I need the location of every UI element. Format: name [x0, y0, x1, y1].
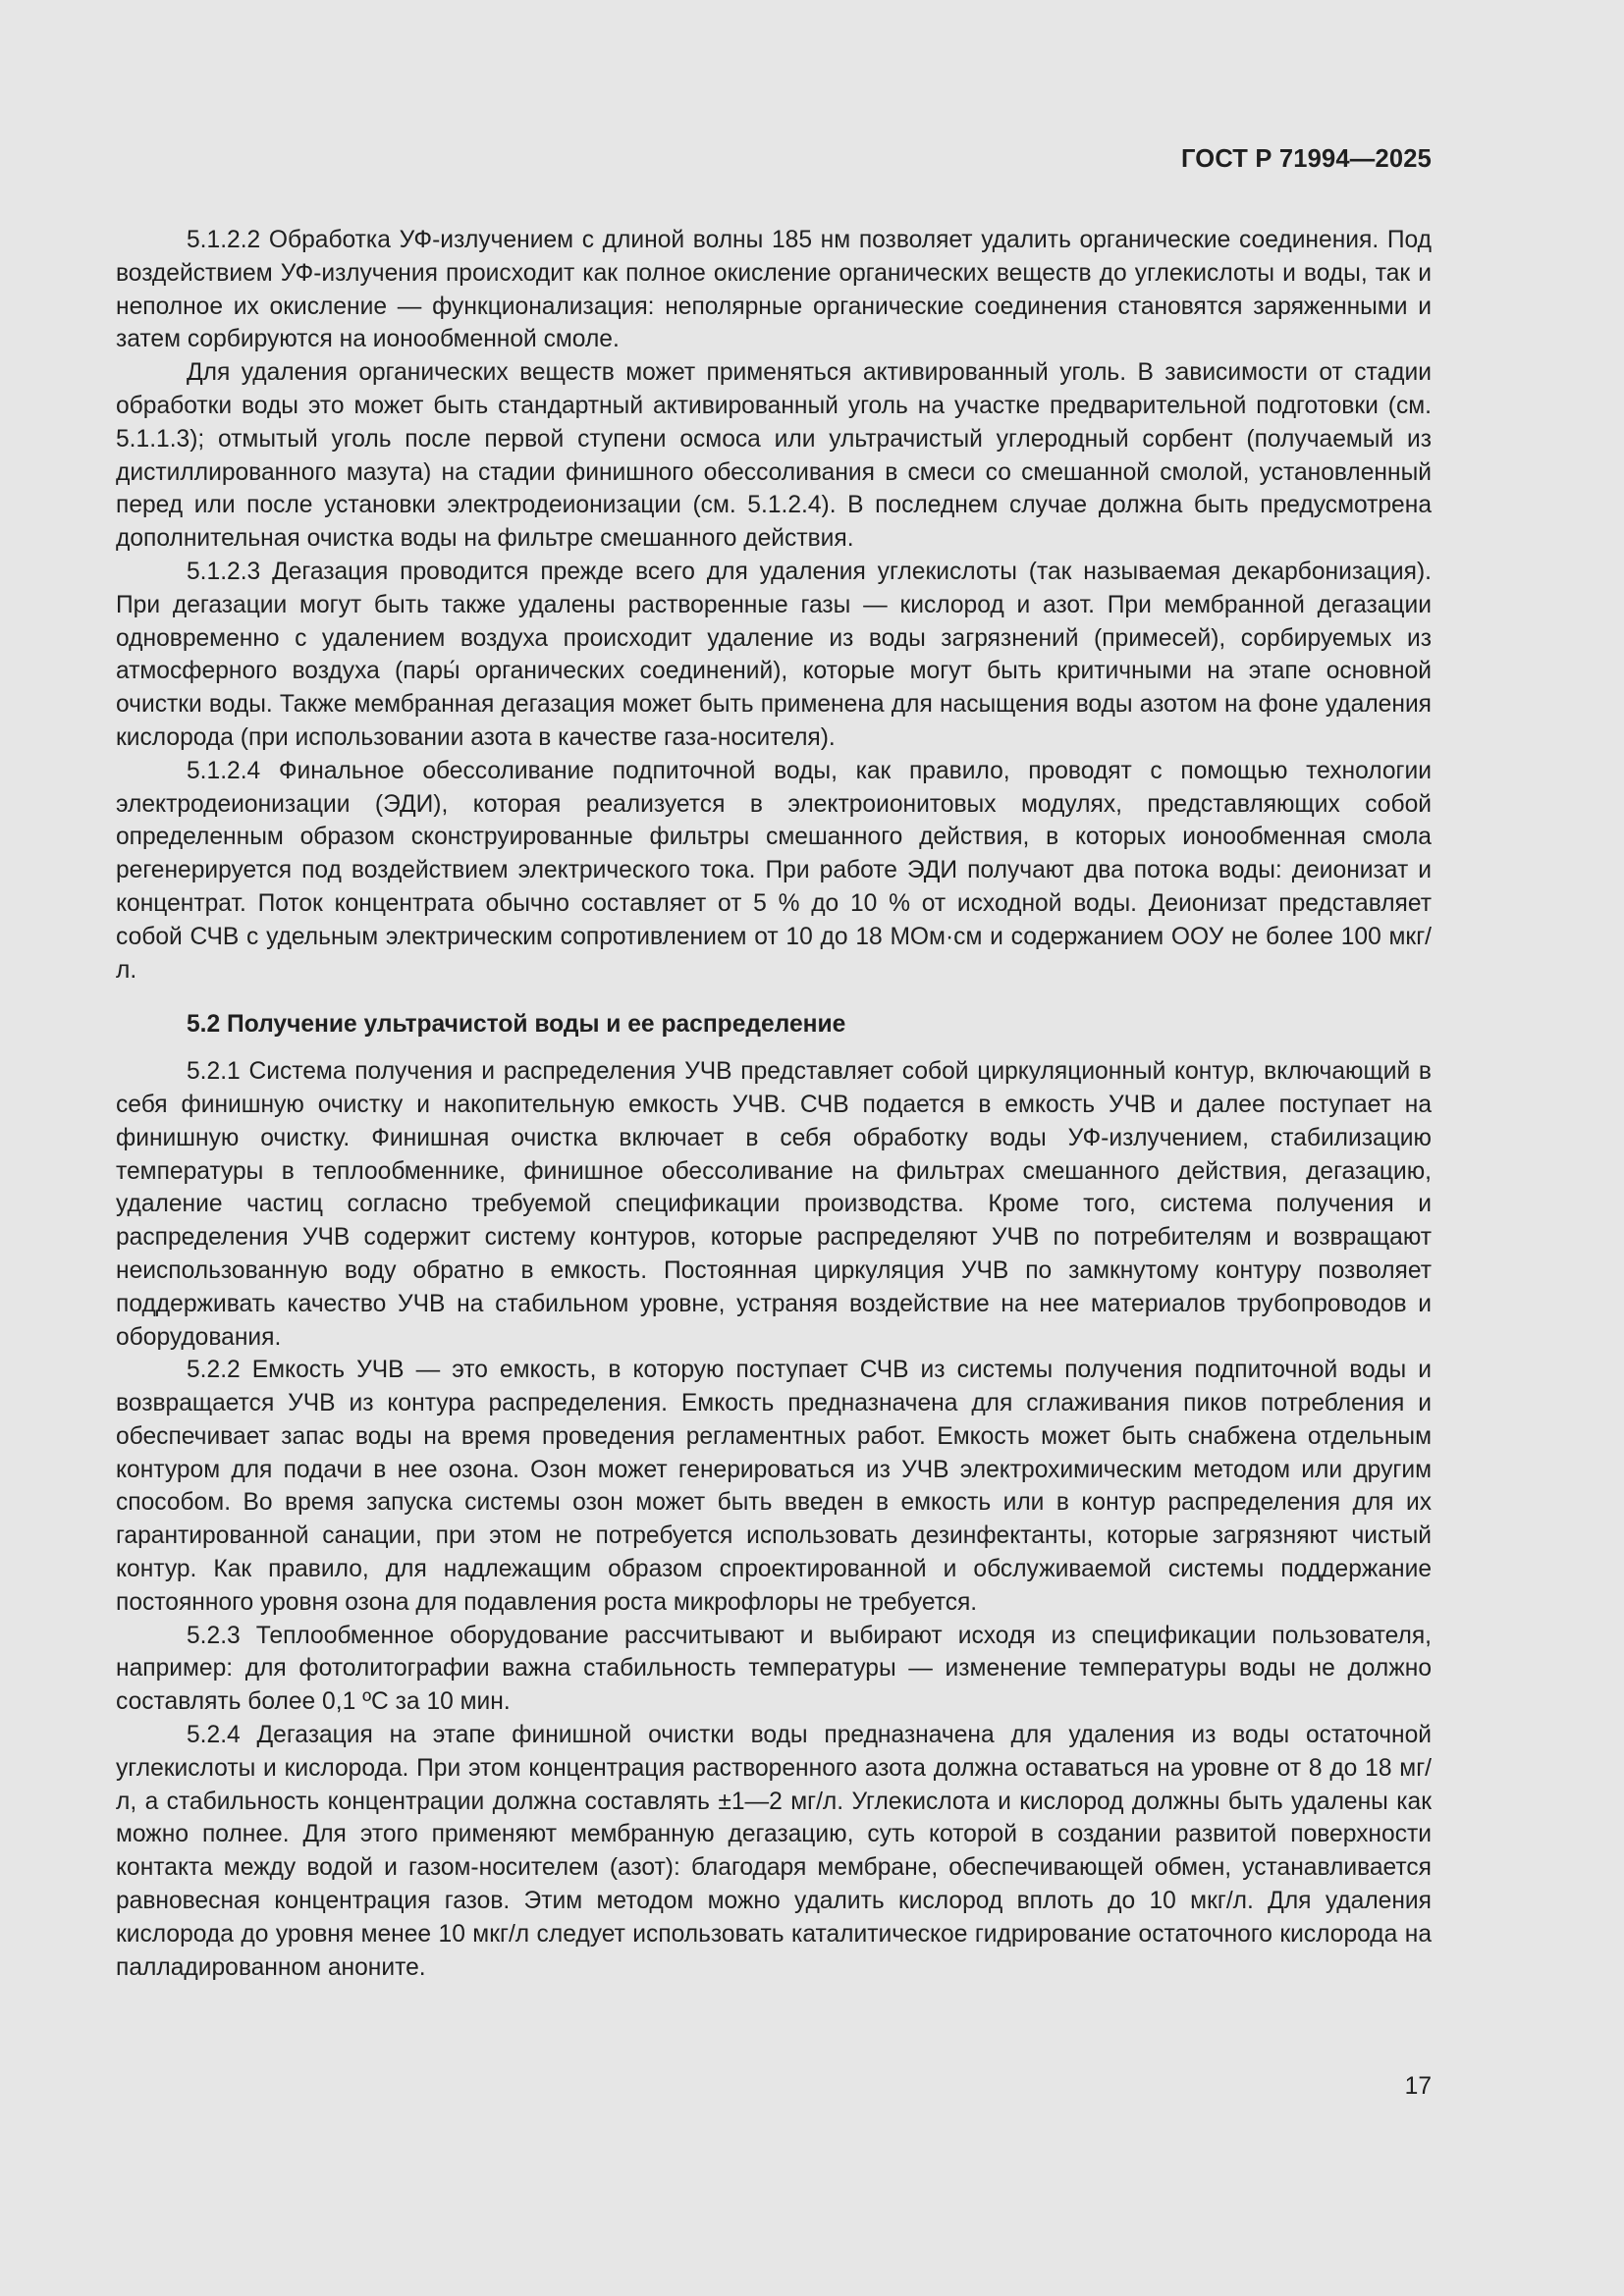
page-number: 17	[1404, 2073, 1432, 2100]
paragraph-5-1-2-2: 5.1.2.2 Обработка УФ-излучением с длиной волны 185 нм позволяет удалить органические соединения. Под воздействием УФ-излучения происходит как полное окисление органических веществ до углекислоты и воды, так и неполное их окисление — функционализация: неполярные органические соединения становятся заряженными и затем сорбируются на ионообменной смоле.	[116, 227, 1432, 353]
paragraph-5-1-2-3: 5.1.2.3 Дегазация проводится прежде всего для удаления углекислоты (так называемая декарбонизация). При дегазации могут быть также удалены растворенные газы — кислород и азот. При мембранной дегазации одновременно с удалением воздуха происходит удаление из воды загрязнений (примесей), сорбируемых из атмосферного воздуха (пары́ органических соединений), которые могут быть критичными на этапе основной очистки воды. Также мембранная дегазация может быть применена для насыщения воды азотом на фоне удаления кислорода (при использовании азота в качестве газа-носителя).	[116, 558, 1432, 751]
paragraph-5-1-2-4: 5.1.2.4 Финальное обессоливание подпиточной воды, как правило, проводят с помощью технологии электродеионизации (ЭДИ), которая реализуется в электроионитовых модулях, представляющих собой определенным образом сконструированные фильтры смешанного действия, в которых ионообменная смола регенерируется под воздействием электрического тока. При работе ЭДИ получают два потока воды: деионизат и концентрат. Поток концентрата обычно составляет от 5 % до 10 % от исходной воды. Деионизат представляет собой СЧВ с удельным электрическим сопротивлением от 10 до 18 МОм·см и содержанием ООУ не более 100 мкг/л.	[116, 757, 1432, 984]
paragraph-activated-carbon: Для удаления органических веществ может применяться активированный уголь. В зависимости от стадии обработки воды это может быть стандартный активированный уголь на участке предварительной подготовки (см. 5.1.1.3); отмытый уголь после первой ступени осмоса или ультрачистый углеродный сорбент (получаемый из дистиллированного мазута) на стадии финишного обессоливания в смеси со смешанной смолой, установленный перед или после установки электродеионизации (см. 5.1.2.4). В последнем случае должна быть предусмотрена дополнительная очистка воды на фильтре смешанного действия.	[116, 359, 1432, 553]
paragraph-5-2-3: 5.2.3 Теплообменное оборудование рассчитывают и выбирают исходя из спецификации пользователя, например: для фотолитографии важна стабильность температуры — изменение температуры воды не должно составлять более 0,1 ºС за 10 мин.	[116, 1622, 1432, 1716]
paragraph-5-2-1: 5.2.1 Система получения и распределения УЧВ представляет собой циркуляционный контур, включающий в себя финишную очистку и накопительную емкость УЧВ. СЧВ подается в емкость УЧВ и далее поступает на финишную очистку. Финишная очистка включает в себя обработку воды УФ-излучением, стабилизацию температуры в теплообменнике, финишное обессоливание на фильтрах смешанного действия, дегазацию, удаление частиц согласно требуемой спецификации производства. Кроме того, система получения и распределения УЧВ содержит систему контуров, которые распределяют УЧВ по потребителям и возвращают неиспользованную воду обратно в емкость. Постоянная циркуляция УЧВ по замкнутому контуру позволяет поддерживать качество УЧВ на стабильном уровне, устраняя воздействие на нее материалов трубопроводов и оборудования.	[116, 1058, 1432, 1351]
document-code-header: ГОСТ Р 71994—2025	[1180, 145, 1432, 173]
paragraph-5-2-2: 5.2.2 Емкость УЧВ — это емкость, в которую поступает СЧВ из системы получения подпиточной воды и возвращается УЧВ из контура распределения. Емкость предназначена для сглаживания пиков потребления и обеспечивает запас воды на время проведения регламентных работ. Емкость может быть снабжена отдельным контуром для подачи в нее озона. Озон может генерироваться из УЧВ электрохимическим методом или другим способом. Во время запуска системы озон может быть введен в емкость или в контур распределения для их гарантированной санации, при этом не потребуется использовать дезинфектанты, которые загрязняют чистый контур. Как правило, для надлежащим образом спроектированной и обслуживаемой системы поддержание постоянного уровня озона для подавления роста микрофлоры не требуется.	[116, 1357, 1432, 1616]
document-body	[116, 224, 1432, 1984]
document-page	[116, 0, 1432, 2296]
paragraph-5-2-4: 5.2.4 Дегазация на этапе финишной очистки воды предназначена для удаления из воды остаточной углекислоты и кислорода. При этом концентрация растворенного азота должна оставаться на уровне от 8 до 18 мг/л, а стабильность концентрации должна составлять ±1—2 мг/л. Углекислота и кислород должны быть удалены как можно полнее. Для этого применяют мембранную дегазацию, суть которой в создании развитой поверхности контакта между водой и газом-носителем (азот): благодаря мембране, обеспечивающей обмен, устанавливается равновесная концентрация газов. Этим методом можно удалить кислород вплоть до 10 мкг/л. Для удаления кислорода до уровня менее 10 мкг/л следует использовать каталитическое гидрирование остаточного кислорода на палладированном аноните.	[116, 1722, 1432, 1981]
section-heading-5-2: 5.2 Получение ультрачистой воды и ее распределение	[187, 1011, 846, 1039]
